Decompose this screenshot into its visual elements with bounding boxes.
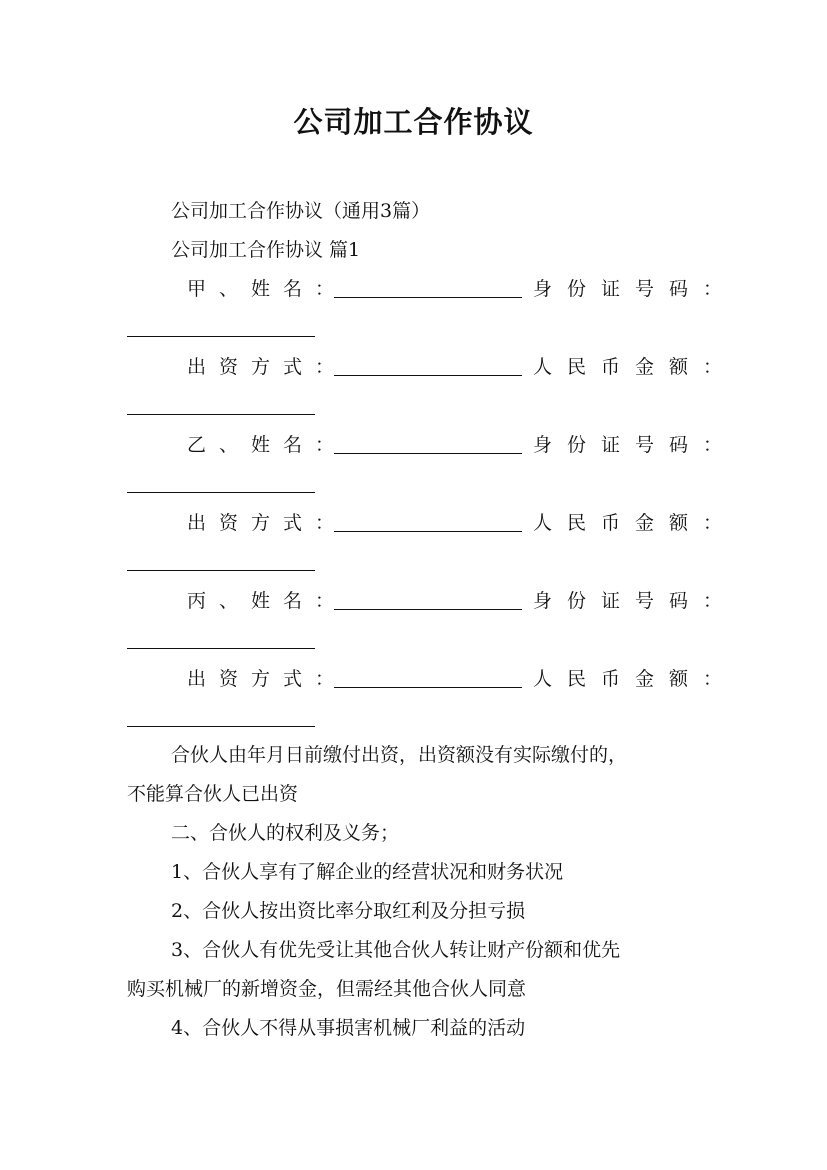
form-row-bing-capital [127,660,738,738]
fill-blank [334,609,522,610]
fill-blank [127,336,315,337]
form-row-jia-name [127,270,738,348]
form-row-yi-capital [127,504,738,582]
document-title: 公司加工合作协议 [293,105,534,139]
body-paragraph-line: 不能算合伙人已出资 [127,783,299,805]
form-label: 身份证号码： [533,434,738,456]
body-paragraph-line: 1、合伙人享有了解企业的经营状况和财务状况 [171,861,564,883]
fill-blank [127,648,315,649]
form-label: 出资方式： [187,668,348,690]
form-label: 人民币金额： [533,512,738,534]
fill-blank [127,726,315,727]
fill-blank [334,453,522,454]
fill-blank [127,492,315,493]
form-label: 人民币金额： [533,668,738,690]
fill-blank [334,297,522,298]
fill-blank [127,570,315,571]
body-paragraph-line: 4、合伙人不得从事损害机械厂利益的活动 [171,1017,526,1039]
fill-blank [334,531,522,532]
section-heading: 二、合伙人的权利及义务； [171,822,400,844]
form-label: 出资方式： [187,512,348,534]
form-label: 身份证号码： [533,278,738,300]
fill-blank [127,414,315,415]
fill-blank [334,375,522,376]
intro-line: 公司加工合作协议（通用3篇） [171,200,431,222]
form-row-bing-name [127,582,738,660]
form-row-jia-capital [127,348,738,426]
fill-blank [334,687,522,688]
form-label: 丙、姓名： [187,590,348,612]
form-label: 身份证号码： [533,590,738,612]
form-label: 甲、姓名： [187,278,348,300]
form-label: 出资方式： [187,356,348,378]
body-paragraph-line: 购买机械厂的新增资金，但需经其他合伙人同意 [127,978,527,1000]
form-label: 人民币金额： [533,356,738,378]
body-paragraph-line: 合伙人由年月日前缴付出资，出资额没有实际缴付的， [171,744,628,766]
body-paragraph-line: 3、合伙人有优先受让其他合伙人转让财产份额和优先 [171,939,621,961]
form-row-yi-name [127,426,738,504]
intro-line: 公司加工合作协议 篇1 [171,239,361,261]
form-label: 乙、姓名： [187,434,348,456]
body-paragraph-line: 2、合伙人按出资比率分取红利及分担亏损 [171,900,526,922]
